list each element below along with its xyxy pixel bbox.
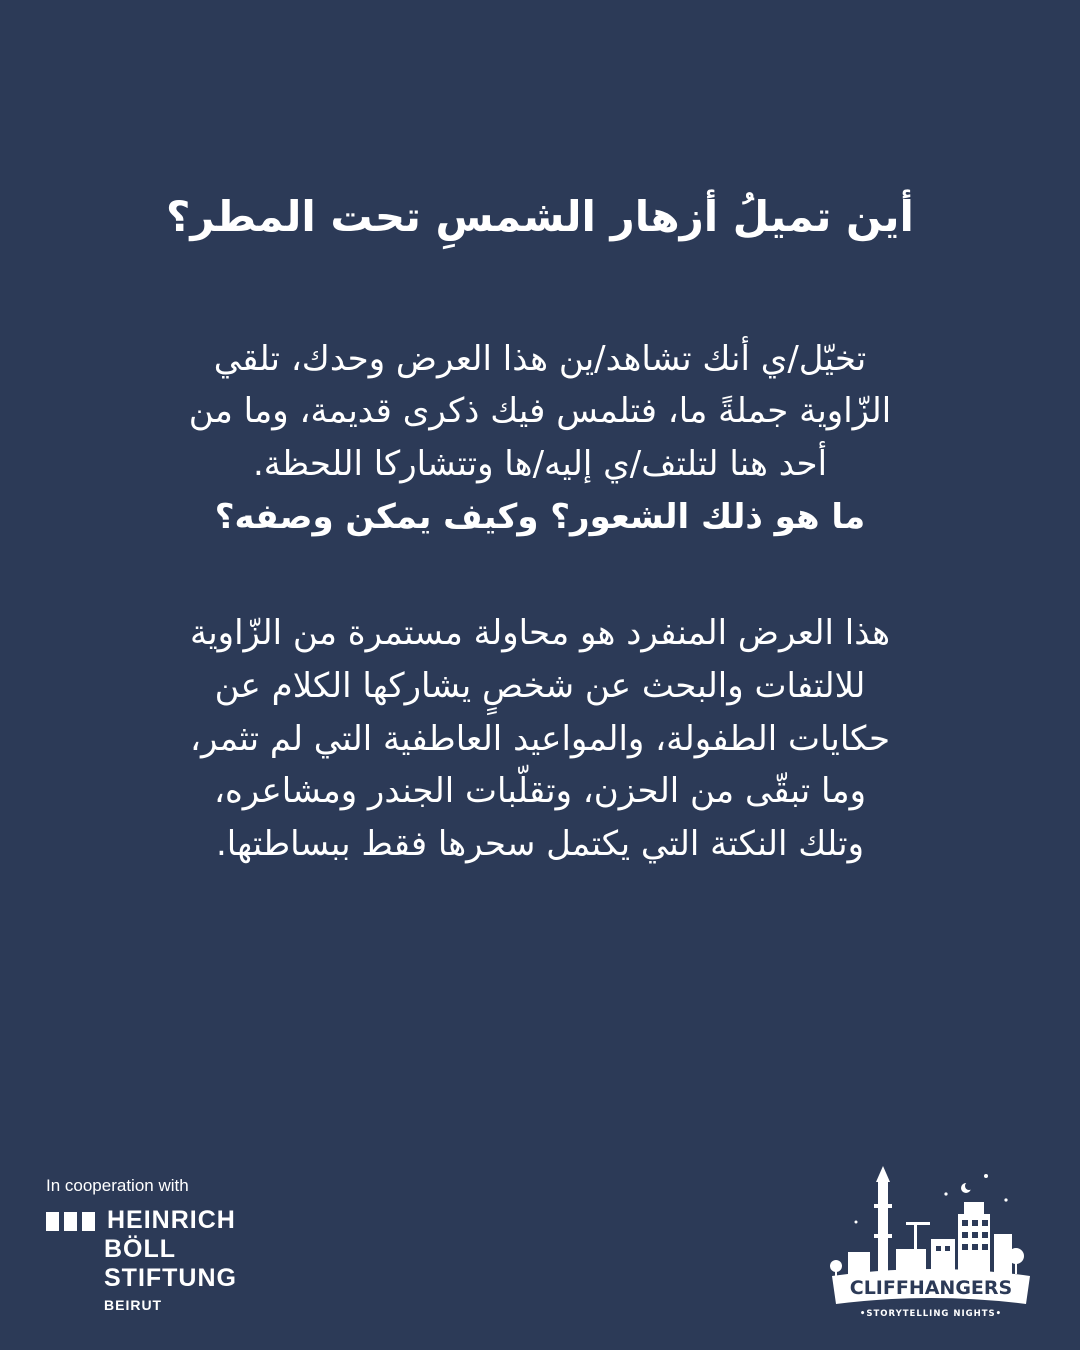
description-line: للالتفات والبحث عن شخصٍ يشاركها الكلام عن [214,666,866,707]
hbs-word: BÖLL [104,1235,177,1263]
hbs-logo [46,1206,306,1235]
cliffhangers-wordmark: CLIFFHANGERS [849,1277,1013,1299]
cliffhangers-logo [826,1164,1036,1324]
description-line: حكايات الطفولة، والمواعيد العاطفية التي لم تثمر، [190,718,890,759]
intro-line: الزّاوية جملةً ما، فتلمس فيك ذكرى قديمة، وما من [188,391,892,432]
cooperation-block [46,1176,306,1313]
description-line: هذا العرض المنفرد هو محاولة مستمرة من الزّاوية [189,613,891,654]
hbs-wordmark-rest [104,1235,306,1313]
page-title: أين تميلُ أزهار الشمسِ تحت المطر؟ [166,192,914,241]
intro-line: أحد هنا لتلتف/ي إليه/ها وتتشاركا اللحظة. [252,443,828,484]
description-line: وما تبقّى من الحزن، وتقلّبات الجندر ومشاعره، [213,771,867,812]
intro-question: ما هو ذلك الشعور؟ وكيف يمكن وصفه؟ [214,496,866,537]
hbs-word: HEINRICH [107,1206,236,1234]
hbs-wordmark [107,1206,236,1235]
hbs-word: STIFTUNG [104,1264,237,1292]
main-content [80,190,1000,871]
description-line: وتلك النكتة التي يكتمل سحرها فقط ببساطتها. [215,824,865,865]
description-paragraph [80,607,1000,870]
intro-paragraph [80,333,1000,544]
hbs-city: BEIRUT [104,1297,163,1313]
cooperation-label: In cooperation with [46,1176,189,1195]
hbs-squares-icon [46,1212,95,1231]
tower-icon [878,1182,888,1274]
intro-line: تخيّل/ي أنك تشاهد/ين هذا العرض وحدك، تلقي [213,338,867,379]
cliffhangers-tagline: •STORYTELLING NIGHTS• [859,1309,1003,1319]
